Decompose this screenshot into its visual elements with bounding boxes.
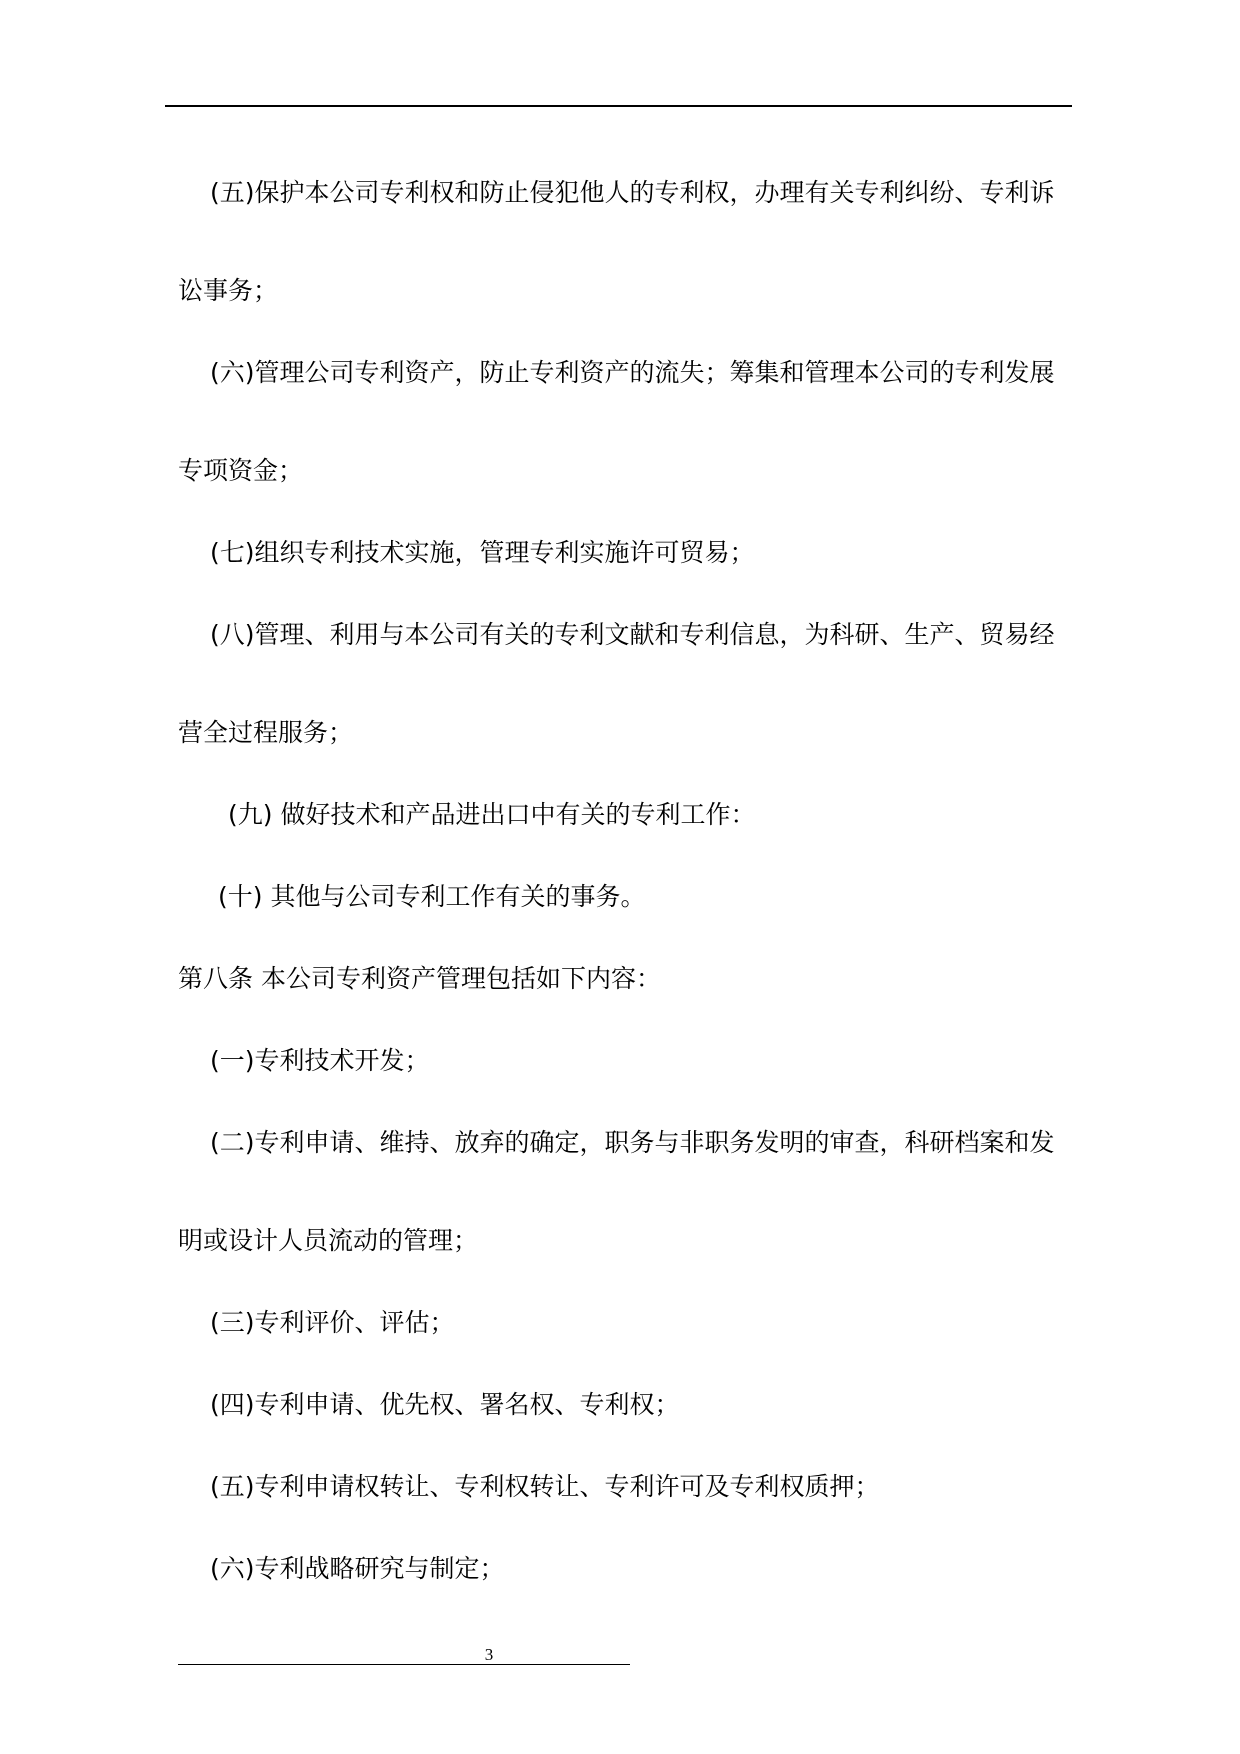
- header-rule: [165, 105, 1072, 107]
- article-heading: 第八条 本公司专利资产管理包括如下内容：: [178, 964, 661, 993]
- paragraph-line: (一)专利技术开发；: [210, 1046, 430, 1075]
- paragraph-line: 讼事务；: [178, 276, 279, 305]
- paragraph-line: 营全过程服务；: [178, 718, 354, 747]
- paragraph-line: (五)保护本公司专利权和防止侵犯他人的专利权，办理有关专利纠纷、专利诉: [210, 178, 1055, 207]
- paragraph-line: (二)专利申请、维持、放弃的确定，职务与非职务发明的审查，科研档案和发: [210, 1128, 1055, 1157]
- paragraph-line: (六)管理公司专利资产，防止专利资产的流失；筹集和管理本公司的专利发展: [210, 358, 1055, 387]
- paragraph-line: (四)专利申请、优先权、署名权、专利权；: [210, 1390, 680, 1419]
- paragraph-line: (九) 做好技术和产品进出口中有关的专利工作：: [228, 800, 756, 829]
- paragraph-line: (八)管理、利用与本公司有关的专利文献和专利信息，为科研、生产、贸易经: [210, 620, 1055, 649]
- paragraph-line: (六)专利战略研究与制定；: [210, 1554, 505, 1583]
- paragraph-line: 专项资金；: [178, 456, 304, 485]
- paragraph-line: 明或设计人员流动的管理；: [178, 1226, 479, 1255]
- paragraph-line: (七)组织专利技术实施，管理专利实施许可贸易；: [210, 538, 755, 567]
- page-number: 3: [484, 1645, 494, 1664]
- paragraph-line: (五)专利申请权转让、专利权转让、专利许可及专利权质押；: [210, 1472, 880, 1501]
- footer-rule: [178, 1664, 630, 1665]
- paragraph-line: (十) 其他与公司专利工作有关的事务。: [218, 882, 646, 911]
- paragraph-line: (三)专利评价、评估；: [210, 1308, 455, 1337]
